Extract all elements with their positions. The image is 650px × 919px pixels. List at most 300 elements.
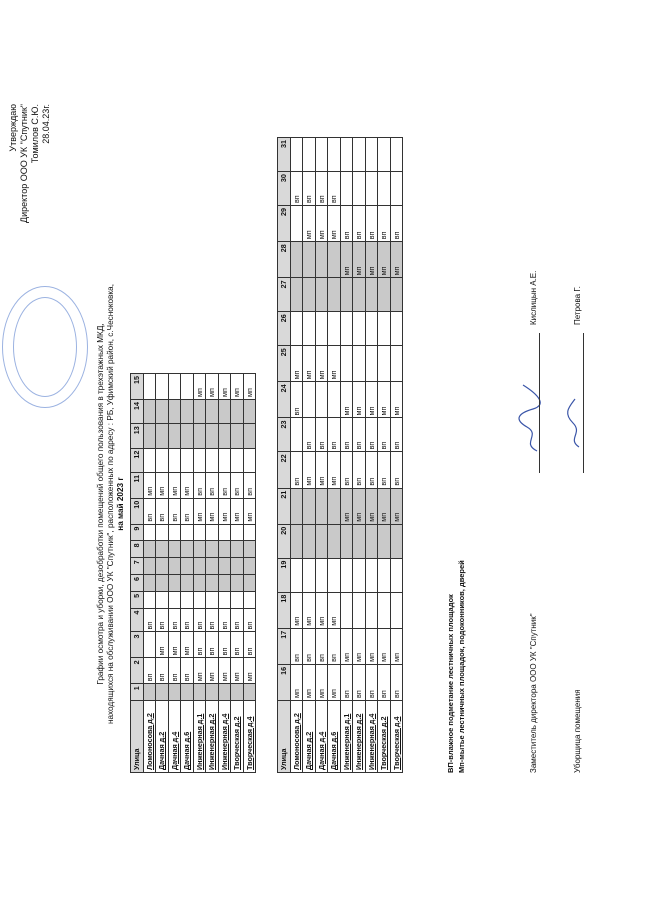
schedule-cell	[315, 488, 328, 524]
schedule-cell: мп	[303, 206, 316, 242]
day-header: 24	[278, 382, 291, 418]
day-header: 30	[278, 172, 291, 206]
schedule-cell	[290, 558, 303, 592]
schedule-cell	[181, 524, 194, 541]
schedule-cell: мп	[315, 346, 328, 382]
schedule-cell: вп	[328, 172, 341, 206]
header-row	[278, 138, 291, 773]
schedule-cell: вп	[168, 608, 181, 632]
day-header: 15	[131, 374, 144, 400]
schedule-cell	[353, 312, 366, 346]
table-row	[290, 138, 303, 773]
table-row	[353, 138, 366, 773]
schedule-cell	[390, 278, 403, 312]
street-name: Творческая д.2	[378, 701, 391, 773]
signature-name: Кислицын А.Е.	[529, 270, 538, 325]
schedule-cell	[353, 558, 366, 592]
schedule-cell: мп	[290, 664, 303, 700]
schedule-cell: мп	[328, 592, 341, 628]
schedule-cell	[340, 312, 353, 346]
schedule-cell: мп	[390, 488, 403, 524]
schedule-cell: мп	[315, 452, 328, 488]
day-header: 22	[278, 452, 291, 488]
schedule-cell: вп	[303, 628, 316, 664]
schedule-cell	[206, 541, 219, 558]
schedule-cell	[303, 278, 316, 312]
schedule-cell	[353, 524, 366, 558]
table-row	[315, 138, 328, 773]
schedule-cell: вп	[290, 172, 303, 206]
table-row	[365, 138, 378, 773]
schedule-cell	[303, 138, 316, 172]
schedule-cell	[168, 424, 181, 448]
signature-line	[539, 333, 540, 473]
schedule-cell: мп	[303, 592, 316, 628]
schedule-cell	[328, 524, 341, 558]
schedule-cell	[218, 684, 231, 701]
schedule-cell: мп	[390, 242, 403, 278]
day-header: 31	[278, 138, 291, 172]
schedule-cell	[156, 591, 169, 608]
day-header: 20	[278, 524, 291, 558]
schedule-cell: мп	[390, 382, 403, 418]
day-header: 4	[131, 608, 144, 632]
schedule-cell	[168, 399, 181, 423]
schedule-cell	[340, 346, 353, 382]
schedule-cell: мп	[315, 664, 328, 700]
schedule-cell: вп	[243, 632, 256, 658]
schedule-cell	[143, 399, 156, 423]
table-row	[390, 138, 403, 773]
schedule-cell	[303, 488, 316, 524]
schedule-cell	[143, 541, 156, 558]
schedule-cell	[181, 448, 194, 472]
schedule-cell: вп	[168, 498, 181, 524]
schedule-cell	[243, 541, 256, 558]
schedule-cell	[328, 488, 341, 524]
schedule-cell	[193, 399, 206, 423]
schedule-cell: мп	[231, 498, 244, 524]
schedule-cell	[193, 448, 206, 472]
schedule-cell	[378, 278, 391, 312]
schedule-cell	[378, 312, 391, 346]
schedule-cell	[378, 172, 391, 206]
street-name: Творческая д.4	[243, 701, 256, 773]
schedule-cell: вп	[365, 418, 378, 452]
approval-date: 28.04.23г.	[41, 104, 51, 144]
schedule-cell	[315, 558, 328, 592]
schedule-cell: мп	[231, 658, 244, 684]
day-header: 21	[278, 488, 291, 524]
schedule-cell: вп	[193, 632, 206, 658]
schedule-cell	[168, 684, 181, 701]
schedule-cell	[303, 524, 316, 558]
schedule-cell	[231, 524, 244, 541]
table-row	[378, 138, 391, 773]
schedule-cell	[143, 374, 156, 400]
schedule-cell	[243, 575, 256, 592]
schedule-cell	[181, 684, 194, 701]
schedule-cell: вп	[340, 664, 353, 700]
signature-role: Заместитель директора ООО УК "Спутник"	[529, 613, 538, 773]
schedule-cell: вп	[290, 452, 303, 488]
schedule-cell: вп	[243, 472, 256, 498]
schedule-cell	[156, 558, 169, 575]
schedule-cell: мп	[303, 664, 316, 700]
schedule-cell	[378, 558, 391, 592]
schedule-table-2	[277, 137, 403, 773]
schedule-cell	[340, 558, 353, 592]
schedule-cell	[303, 558, 316, 592]
schedule-cell	[231, 558, 244, 575]
schedule-cell	[378, 138, 391, 172]
schedule-cell	[340, 172, 353, 206]
schedule-cell: мп	[193, 658, 206, 684]
schedule-cell: мп	[315, 206, 328, 242]
schedule-cell: мп	[303, 346, 316, 382]
schedule-cell	[168, 448, 181, 472]
schedule-cell: вп	[378, 418, 391, 452]
table-row	[206, 374, 219, 773]
schedule-cell	[168, 558, 181, 575]
schedule-cell	[365, 558, 378, 592]
schedule-cell	[365, 592, 378, 628]
schedule-cell: вп	[231, 608, 244, 632]
schedule-cell: вп	[206, 632, 219, 658]
schedule-cell: мп	[378, 382, 391, 418]
schedule-cell: мп	[353, 382, 366, 418]
schedule-cell	[181, 399, 194, 423]
street-name: Инженерная д.1	[340, 701, 353, 773]
schedule-table-1	[130, 373, 256, 773]
schedule-cell	[231, 399, 244, 423]
signature-row-cleaner	[559, 153, 603, 773]
schedule-cell: вп	[181, 608, 194, 632]
schedule-cell	[315, 138, 328, 172]
day-header: 8	[131, 541, 144, 558]
signature-name: Петрова Г.	[573, 286, 582, 325]
schedule-cell: мп	[243, 498, 256, 524]
schedule-cell: мп	[290, 346, 303, 382]
schedule-cell: мп	[181, 632, 194, 658]
schedule-cell: вп	[303, 418, 316, 452]
schedule-cell: вп	[218, 608, 231, 632]
schedule-cell: вп	[390, 206, 403, 242]
schedule-cell	[231, 575, 244, 592]
schedule-cell: мп	[328, 452, 341, 488]
street-name: Инженерная д.1	[193, 701, 206, 773]
schedule-cell	[143, 524, 156, 541]
schedule-cell	[243, 524, 256, 541]
schedule-cell	[231, 424, 244, 448]
street-name: Дачная д.2	[156, 701, 169, 773]
schedule-cell	[365, 172, 378, 206]
schedule-cell	[243, 399, 256, 423]
schedule-cell: мп	[290, 592, 303, 628]
schedule-cell	[315, 524, 328, 558]
title-line-3: на май 2023 г	[116, 477, 125, 531]
day-header: 26	[278, 312, 291, 346]
schedule-cell	[193, 524, 206, 541]
schedule-cell	[156, 448, 169, 472]
schedule-cell	[340, 592, 353, 628]
schedule-cell	[390, 138, 403, 172]
schedule-cell	[390, 172, 403, 206]
day-header: 6	[131, 575, 144, 592]
schedule-cell	[353, 278, 366, 312]
schedule-cell	[181, 541, 194, 558]
schedule-cell: мп	[353, 242, 366, 278]
schedule-cell: мп	[206, 658, 219, 684]
day-header: 7	[131, 558, 144, 575]
schedule-cell	[143, 684, 156, 701]
schedule-cell	[181, 591, 194, 608]
schedule-cell	[181, 575, 194, 592]
schedule-cell: мп	[365, 382, 378, 418]
schedule-cell: мп	[340, 488, 353, 524]
schedule-cell	[353, 172, 366, 206]
schedule-cell: мп	[378, 488, 391, 524]
street-name: Инженерная д.4	[218, 701, 231, 773]
schedule-cell	[193, 684, 206, 701]
schedule-cell	[365, 138, 378, 172]
schedule-cell	[168, 374, 181, 400]
schedule-cell	[290, 242, 303, 278]
schedule-cell: мп	[156, 472, 169, 498]
schedule-cell	[168, 591, 181, 608]
schedule-cell	[143, 558, 156, 575]
schedule-cell	[156, 684, 169, 701]
street-header: Улица	[131, 701, 144, 773]
schedule-cell	[206, 684, 219, 701]
schedule-cell	[290, 524, 303, 558]
schedule-cell	[206, 524, 219, 541]
schedule-cell	[218, 541, 231, 558]
schedule-cell: мп	[243, 658, 256, 684]
schedule-cell: мп	[168, 632, 181, 658]
schedule-cell: вп	[353, 206, 366, 242]
schedule-cell: вп	[290, 382, 303, 418]
schedule-cell: мп	[365, 242, 378, 278]
schedule-cell	[218, 591, 231, 608]
schedule-cell: вп	[390, 664, 403, 700]
table-row	[243, 374, 256, 773]
schedule-cell: мп	[353, 488, 366, 524]
approval-position: Директор ООО УК "Спутник"	[19, 104, 29, 223]
day-header: 23	[278, 418, 291, 452]
street-name: Дачная д.6	[328, 701, 341, 773]
schedule-cell	[218, 448, 231, 472]
schedule-cell: мп	[328, 346, 341, 382]
schedule-cell: вп	[193, 472, 206, 498]
schedule-cell	[328, 138, 341, 172]
schedule-cell: мп	[390, 628, 403, 664]
table-row	[218, 374, 231, 773]
schedule-cell	[181, 424, 194, 448]
legend	[445, 560, 467, 773]
schedule-cell: вп	[143, 658, 156, 684]
schedule-cell: вп	[378, 206, 391, 242]
schedule-cell	[365, 346, 378, 382]
schedule-cell	[315, 242, 328, 278]
street-name: Дачная д.2	[303, 701, 316, 773]
schedule-cell: вп	[156, 498, 169, 524]
title-line-2: находящихся на обслуживании ООО УК "Спутник", расположенных по адресу : РБ, Уфимский район, с.Чесноковка,	[106, 284, 115, 725]
schedule-cell	[243, 448, 256, 472]
schedule-cell: вп	[243, 608, 256, 632]
street-name: Инженерная д.2	[353, 701, 366, 773]
schedule-cell	[243, 424, 256, 448]
schedule-cell: мп	[231, 374, 244, 400]
schedule-cell	[206, 575, 219, 592]
schedule-cell: вп	[365, 664, 378, 700]
signature-row-deputy	[515, 153, 559, 773]
day-header: 12	[131, 448, 144, 472]
schedule-cell: мп	[315, 592, 328, 628]
schedule-cell	[290, 278, 303, 312]
schedule-cell: вп	[340, 206, 353, 242]
schedule-cell	[390, 592, 403, 628]
legend-line-1: ВП-влажное подметание лестничных площадок	[446, 594, 455, 773]
street-name: Дачная д.4	[168, 701, 181, 773]
schedule-cell	[143, 448, 156, 472]
schedule-cell: вп	[156, 608, 169, 632]
approval-block	[8, 104, 52, 334]
schedule-cell	[206, 558, 219, 575]
table-row	[231, 374, 244, 773]
schedule-cell: мп	[193, 498, 206, 524]
schedule-cell: вп	[303, 172, 316, 206]
schedule-cell: вп	[218, 472, 231, 498]
schedule-cell: мп	[328, 206, 341, 242]
street-name: Ломоносова д.2	[290, 701, 303, 773]
schedule-cell: вп	[315, 628, 328, 664]
street-name: Инженерная д.2	[206, 701, 219, 773]
schedule-cell: мп	[168, 472, 181, 498]
day-header: 25	[278, 346, 291, 382]
schedule-cell: мп	[156, 632, 169, 658]
schedule-cell: вп	[143, 608, 156, 632]
day-header: 13	[131, 424, 144, 448]
schedule-cell: вп	[181, 658, 194, 684]
company-seal-icon	[2, 286, 88, 408]
street-name: Ломоносова д.2	[143, 701, 156, 773]
day-header: 9	[131, 524, 144, 541]
schedule-cell	[143, 591, 156, 608]
schedule-cell	[365, 278, 378, 312]
schedule-cell	[290, 488, 303, 524]
schedule-cell: мп	[218, 374, 231, 400]
day-header: 5	[131, 591, 144, 608]
schedule-cell	[231, 591, 244, 608]
schedule-cell: вп	[143, 498, 156, 524]
schedule-cell	[206, 448, 219, 472]
schedule-cell	[143, 424, 156, 448]
schedule-cell	[156, 541, 169, 558]
schedule-cell	[328, 558, 341, 592]
schedule-cell	[340, 524, 353, 558]
header-row	[131, 374, 144, 773]
schedule-cell	[181, 558, 194, 575]
schedule-cell	[156, 424, 169, 448]
schedule-cell	[353, 138, 366, 172]
schedule-cell: вп	[315, 418, 328, 452]
document-title	[96, 199, 126, 809]
approval-label: Утверждаю	[8, 104, 18, 152]
schedule-cell	[378, 592, 391, 628]
schedule-cell	[181, 374, 194, 400]
schedule-cell	[168, 541, 181, 558]
schedule-cell	[218, 424, 231, 448]
day-header: 10	[131, 498, 144, 524]
schedule-cell: мп	[328, 664, 341, 700]
schedule-cell: вп	[365, 452, 378, 488]
schedule-cell: вп	[181, 498, 194, 524]
schedule-cell	[243, 684, 256, 701]
schedule-cell: мп	[193, 374, 206, 400]
schedule-cell	[218, 575, 231, 592]
schedule-cell: мп	[218, 498, 231, 524]
schedule-cell: мп	[303, 452, 316, 488]
day-header: 18	[278, 592, 291, 628]
day-header: 19	[278, 558, 291, 592]
schedule-cell: мп	[218, 658, 231, 684]
schedule-cell: вп	[231, 472, 244, 498]
schedule-cell: вп	[353, 418, 366, 452]
schedule-cell	[156, 399, 169, 423]
schedule-cell	[193, 541, 206, 558]
schedule-cell	[365, 524, 378, 558]
schedule-cell: мп	[378, 242, 391, 278]
schedule-cell: вп	[390, 418, 403, 452]
legend-line-2: Мп-мытье лестничных площадок, подоконников, дверей	[457, 560, 466, 773]
schedule-cell	[206, 591, 219, 608]
schedule-cell: вп	[353, 452, 366, 488]
schedule-cell	[328, 382, 341, 418]
schedule-cell: мп	[143, 472, 156, 498]
schedule-cell: вп	[218, 632, 231, 658]
schedule-cell: вп	[365, 206, 378, 242]
street-name: Творческая д.4	[390, 701, 403, 773]
schedule-cell	[206, 424, 219, 448]
schedule-cell	[315, 382, 328, 418]
schedule-cell: мп	[206, 374, 219, 400]
schedule-cell	[143, 575, 156, 592]
day-header: 14	[131, 399, 144, 423]
schedule-cell	[390, 558, 403, 592]
schedule-cell	[156, 524, 169, 541]
schedule-cell: вп	[378, 664, 391, 700]
schedule-cell	[390, 346, 403, 382]
table-row	[168, 374, 181, 773]
schedule-cell	[303, 382, 316, 418]
day-header: 29	[278, 206, 291, 242]
street-header: Улица	[278, 701, 291, 773]
schedule-cell: мп	[340, 628, 353, 664]
schedule-cell: мп	[353, 628, 366, 664]
schedule-cell	[193, 424, 206, 448]
schedule-cell: мп	[340, 382, 353, 418]
table-row	[143, 374, 156, 773]
table-row	[328, 138, 341, 773]
schedule-cell	[290, 418, 303, 452]
schedule-cell: мп	[206, 498, 219, 524]
schedule-cell: вп	[353, 664, 366, 700]
title-line-1: Графии осмотра и уборки, дезобработки помещений общего пользования в трехэтажных МКД,	[96, 323, 105, 685]
schedule-cell: вп	[390, 452, 403, 488]
table-row	[156, 374, 169, 773]
day-header: 3	[131, 632, 144, 658]
